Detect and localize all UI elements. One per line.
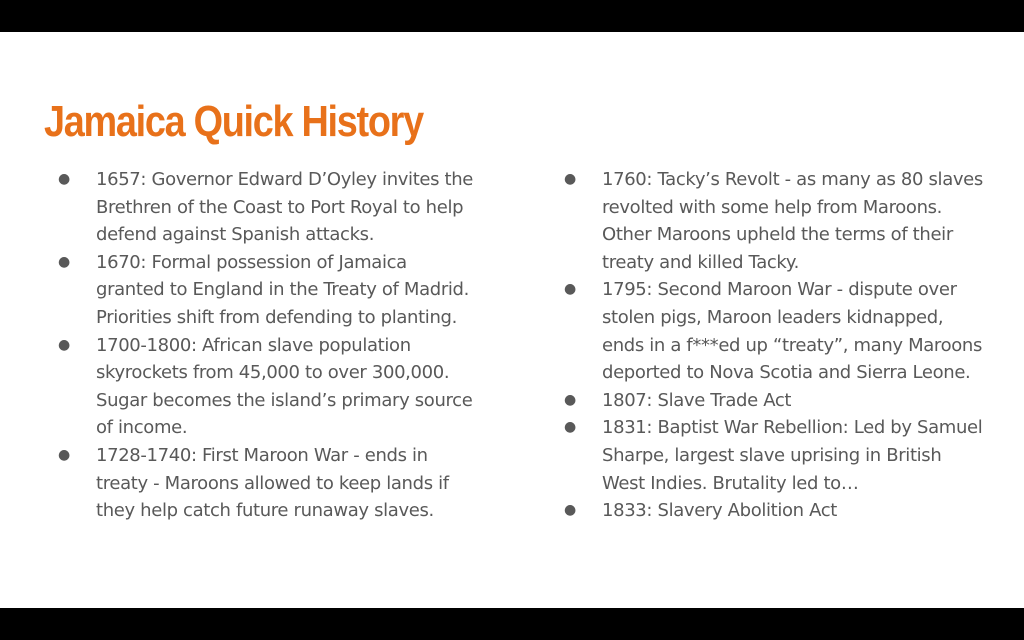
bullet-icon: ● [564,502,576,519]
list-item-text: 1760: Tacky’s Revolt - as many as 80 slaves revolted with some help from Maroons. Other Maroons upheld the terms of their treaty and killed Tacky. [602,169,983,273]
list-item [564,276,984,386]
presentation-slide [0,32,1024,608]
bullet-icon: ● [58,253,70,270]
list-item [58,249,478,332]
bullet-icon: ● [58,336,70,353]
left-bullet-list [58,166,478,525]
list-item [58,332,478,442]
list-item [58,166,478,249]
list-item [564,387,984,415]
list-item-text: 1795: Second Maroon War - dispute over stolen pigs, Maroon leaders kidnapped, ends in a f***ed up “treaty”, many Maroons deported to Nova Scotia and Sierra Leone. [602,279,982,384]
list-item-text: 1831: Baptist War Rebellion: Led by Samuel Sharpe, largest slave uprising in British West Indies. Brutality led to… [602,417,983,494]
right-bullet-list [564,166,984,525]
slide-title: Jamaica Quick History [44,97,423,146]
list-item-text: 1833: Slavery Abolition Act [602,500,838,522]
list-item-text: 1728-1740: First Maroon War - ends in treaty - Maroons allowed to keep lands if they help catch future runaway slaves. [96,444,449,522]
list-item [564,414,984,497]
list-item-text: 1700-1800: African slave population skyrockets from 45,000 to over 300,000. Sugar becomes the island’s primary source of income. [96,334,473,439]
bullet-icon: ● [564,419,576,436]
letterbox-top [0,0,1024,32]
list-item [564,166,984,276]
list-item [564,497,984,525]
list-item [58,442,478,525]
list-item-text: 1807: Slave Trade Act [602,389,792,411]
bullet-icon: ● [564,281,576,298]
letterbox-bottom [0,608,1024,640]
bullet-icon: ● [564,171,576,187]
list-item-text: 1657: Governor Edward D’Oyley invites the Brethren of the Coast to Port Royal to help defend against Spanish attacks. [96,169,474,246]
bullet-icon: ● [564,391,576,408]
bullet-icon: ● [58,171,70,187]
list-item-text: 1670: Formal possession of Jamaica granted to England in the Treaty of Madrid. Priorities shift from defending to planting. [96,251,469,328]
bullet-icon: ● [58,446,70,463]
